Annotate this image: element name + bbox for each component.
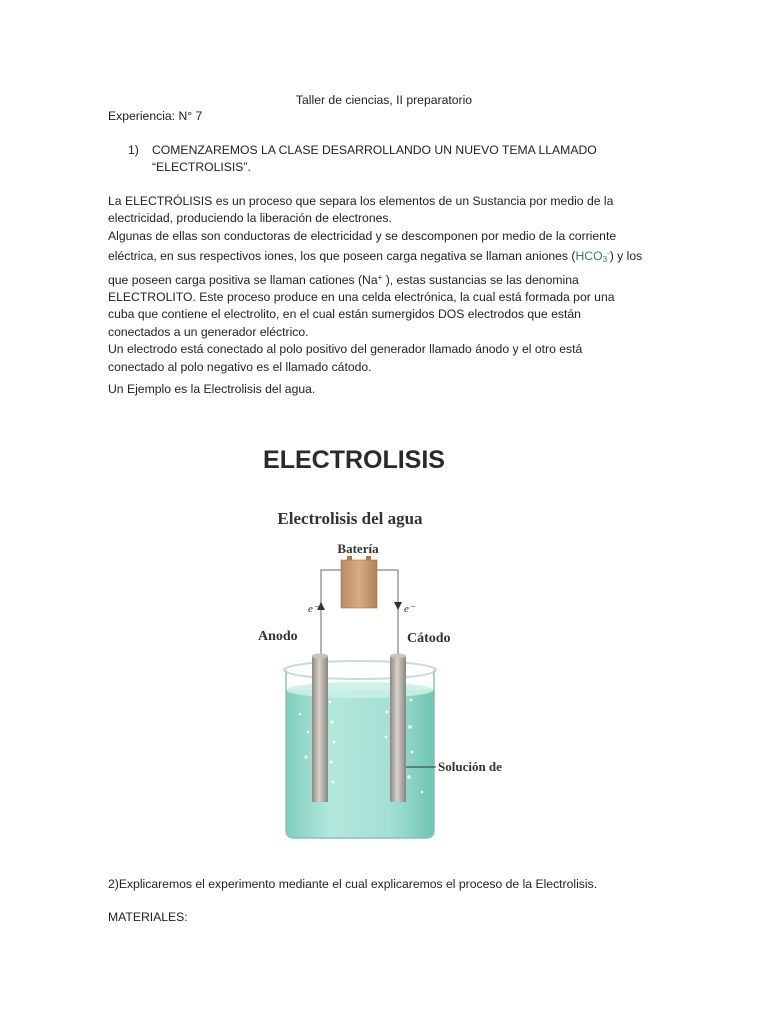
materials-heading: MATERIALES: bbox=[108, 910, 188, 924]
battery-icon bbox=[341, 560, 377, 608]
battery-terminal bbox=[347, 556, 352, 560]
cathode-electrode-top bbox=[390, 654, 406, 659]
experience-number: Experiencia: N° 7 bbox=[108, 109, 203, 123]
anode-electrode-top bbox=[312, 654, 328, 659]
paragraph-line: conectado al polo negativo es el llamado cátodo. bbox=[108, 359, 372, 374]
electrolysis-figure bbox=[250, 432, 530, 847]
list-text-line-1: COMENZAREMOS LA CLASE DESARROLLANDO UN NUEVO TEMA LLAMADO bbox=[152, 143, 597, 157]
cathode-electrode bbox=[390, 656, 406, 802]
paragraph-line bbox=[108, 245, 648, 268]
paragraph-line: electricidad, produciendo la liberación de electrones. bbox=[108, 211, 392, 226]
ion-superscript: - bbox=[607, 249, 610, 259]
electrolysis-diagram bbox=[250, 432, 530, 842]
paragraph-line: Un electrodo está conectado al polo positivo del generador llamado ánodo y el otro está bbox=[108, 342, 583, 357]
page-title: Taller de ciencias, II preparatorio bbox=[295, 93, 473, 107]
battery-terminal bbox=[366, 556, 371, 560]
paragraph-line: ELECTROLITO. Este proceso produce en una celda electrónica, la cual está formada por una bbox=[108, 290, 615, 305]
arrow-down-icon bbox=[394, 602, 402, 610]
paragraph-line: cuba que contiene el electrolito, en el cual están sumergidos DOS electrodos que están bbox=[108, 307, 581, 322]
anode-label: Anodo bbox=[258, 629, 298, 644]
ion-formula: HCO bbox=[575, 249, 603, 264]
definition-paragraph bbox=[108, 193, 648, 376]
paragraph-line: La ELECTRÓLISIS es un proceso que separa los elementos de un Sustancia por medio de la bbox=[108, 194, 614, 208]
solution-label: Solución de bbox=[438, 759, 502, 774]
solution-surface bbox=[286, 682, 434, 698]
cathode-label: Cátodo bbox=[407, 631, 451, 646]
paragraph-line bbox=[108, 269, 648, 289]
bicarbonate-ion bbox=[575, 249, 609, 263]
ion-subscript: 3 bbox=[602, 255, 608, 265]
anode-electrode bbox=[312, 656, 328, 802]
example-line: Un Ejemplo es la Electrolisis del agua. bbox=[108, 382, 316, 396]
figure-subtitle: Electrolisis del agua bbox=[277, 509, 423, 528]
paragraph-line: conectados a un generador eléctrico. bbox=[108, 324, 309, 339]
list-number: 1) bbox=[128, 143, 139, 157]
electron-label-anode: e⁻ bbox=[308, 603, 319, 615]
paragraph-text: que poseen carga positiva se llaman cationes (Na bbox=[108, 272, 378, 287]
paragraph-text: ), estas sustancias se las denomina bbox=[382, 272, 579, 287]
paragraph-text: eléctrica, en sus respectivos iones, los que poseen carga negativa se llaman aniones ( bbox=[108, 249, 576, 264]
electrolyte-solution bbox=[286, 690, 434, 838]
step-2: 2)Explicaremos el experimento mediante el cual explicaremos el proceso de la Electrolisis. bbox=[108, 877, 598, 891]
paragraph-text: ) y los bbox=[609, 249, 643, 264]
battery-label: Batería bbox=[337, 541, 379, 556]
electron-label-cathode: e⁻ bbox=[404, 603, 415, 615]
list-text bbox=[152, 142, 672, 177]
paragraph-line: Algunas de ellas son conductoras de electricidad y se descomponen por medio de la corriente bbox=[108, 228, 617, 243]
sodium-charge: + bbox=[377, 272, 383, 282]
beaker-rim bbox=[284, 661, 436, 679]
list-text-line-2: “ELECTROLISIS”. bbox=[152, 160, 251, 175]
figure-heading: ELECTROLISIS bbox=[263, 446, 445, 474]
